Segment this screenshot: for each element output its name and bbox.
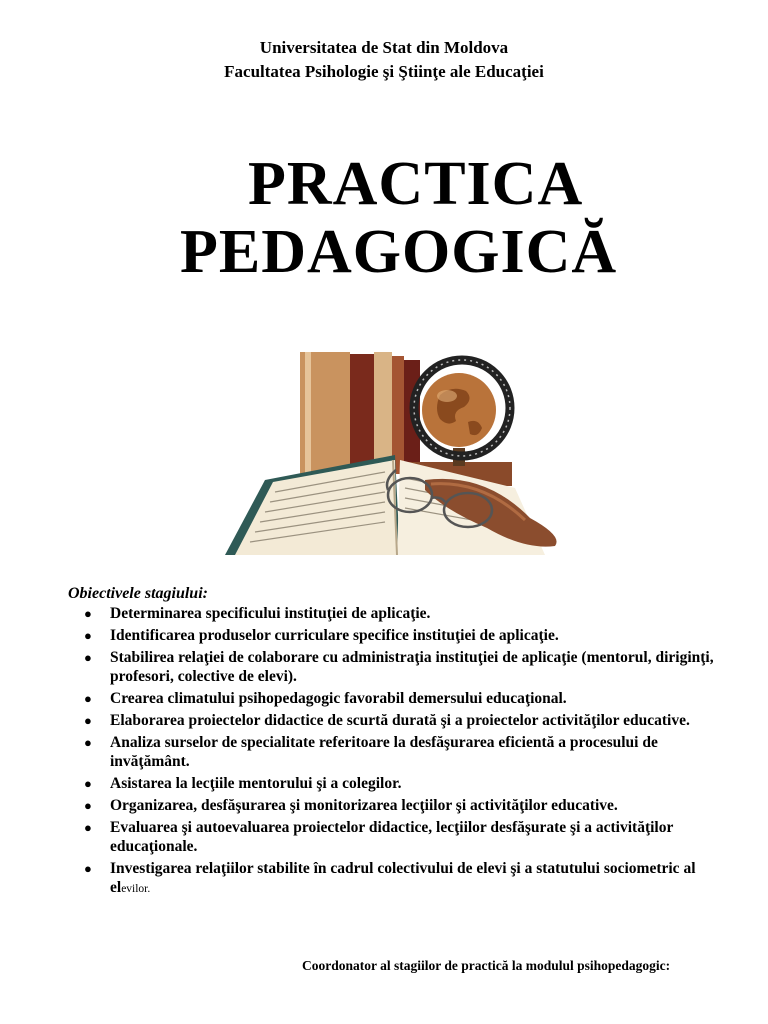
list-item xyxy=(84,604,724,623)
objectives-list xyxy=(84,604,724,902)
list-item-tail: evilor. xyxy=(121,883,151,895)
list-item-text: Evaluarea şi autoevaluarea proiectelor didactice, lecţiilor desfăşurate şi a activităţilor educaţionale. xyxy=(110,819,674,855)
list-item-text: Investigarea relaţiilor stabilite în cadrul colectivului de elevi şi a statutului sociometric al el xyxy=(110,860,696,896)
list-item xyxy=(84,689,724,708)
list-item xyxy=(84,774,724,793)
list-item xyxy=(84,796,724,815)
bullet-icon: ● xyxy=(84,713,92,728)
list-item xyxy=(84,648,724,686)
bullet-icon: ● xyxy=(84,650,92,665)
list-item xyxy=(84,711,724,730)
list-item-text: Asistarea la lecţiile mentorului şi a colegilor. xyxy=(110,775,402,792)
list-item xyxy=(84,818,724,856)
list-item-text: Determinarea specificului instituţiei de aplicaţie. xyxy=(110,605,431,622)
list-item-text: Organizarea, desfăşurarea şi monitorizarea lecţiilor şi activităţilor educative. xyxy=(110,797,618,814)
list-item-text: Analiza surselor de specialitate referitoare la desfăşurarea eficientă a procesului de invăţământ. xyxy=(110,734,658,770)
title-line-2: PEDAGOGICĂ xyxy=(180,218,618,286)
list-item xyxy=(84,859,724,899)
title-line-1: PRACTICA xyxy=(248,150,584,218)
coordinator-label: Coordonator al stagiilor de practică la modulul psihopedagogic: xyxy=(302,958,671,973)
bullet-icon: ● xyxy=(84,628,92,643)
bullet-icon: ● xyxy=(84,776,92,791)
bullet-icon: ● xyxy=(84,820,92,835)
bullet-icon: ● xyxy=(84,691,92,706)
list-item-text: Elaborarea proiectelor didactice de scurtă durată şi a proiectelor activităţilor educative. xyxy=(110,712,690,729)
list-item xyxy=(84,733,724,771)
bullet-icon: ● xyxy=(84,861,92,876)
bullet-icon: ● xyxy=(84,735,92,750)
list-item-text: Identificarea produselor curriculare specifice instituţiei de aplicaţie. xyxy=(110,627,559,644)
bullet-icon: ● xyxy=(84,798,92,813)
objectives-heading: Obiectivele stagiului: xyxy=(68,585,208,602)
university-name: Universitatea de Stat din Moldova xyxy=(259,38,509,57)
list-item-text: Stabilirea relaţiei de colaborare cu administraţia instituţiei de aplicaţie (mentorul, diriginţi, profesori, colective de elevi). xyxy=(110,649,714,685)
faculty-name: Facultatea Psihologie şi Ştiinţe ale Educaţiei xyxy=(224,62,544,81)
books-globe-illustration xyxy=(225,350,570,555)
books-icon xyxy=(300,352,420,474)
list-item xyxy=(84,626,724,645)
page-title xyxy=(180,150,617,286)
bullet-icon: ● xyxy=(84,606,92,621)
document-header xyxy=(0,36,768,84)
list-item-text: Crearea climatului psihopedagogic favorabil demersului educaţional. xyxy=(110,690,567,707)
